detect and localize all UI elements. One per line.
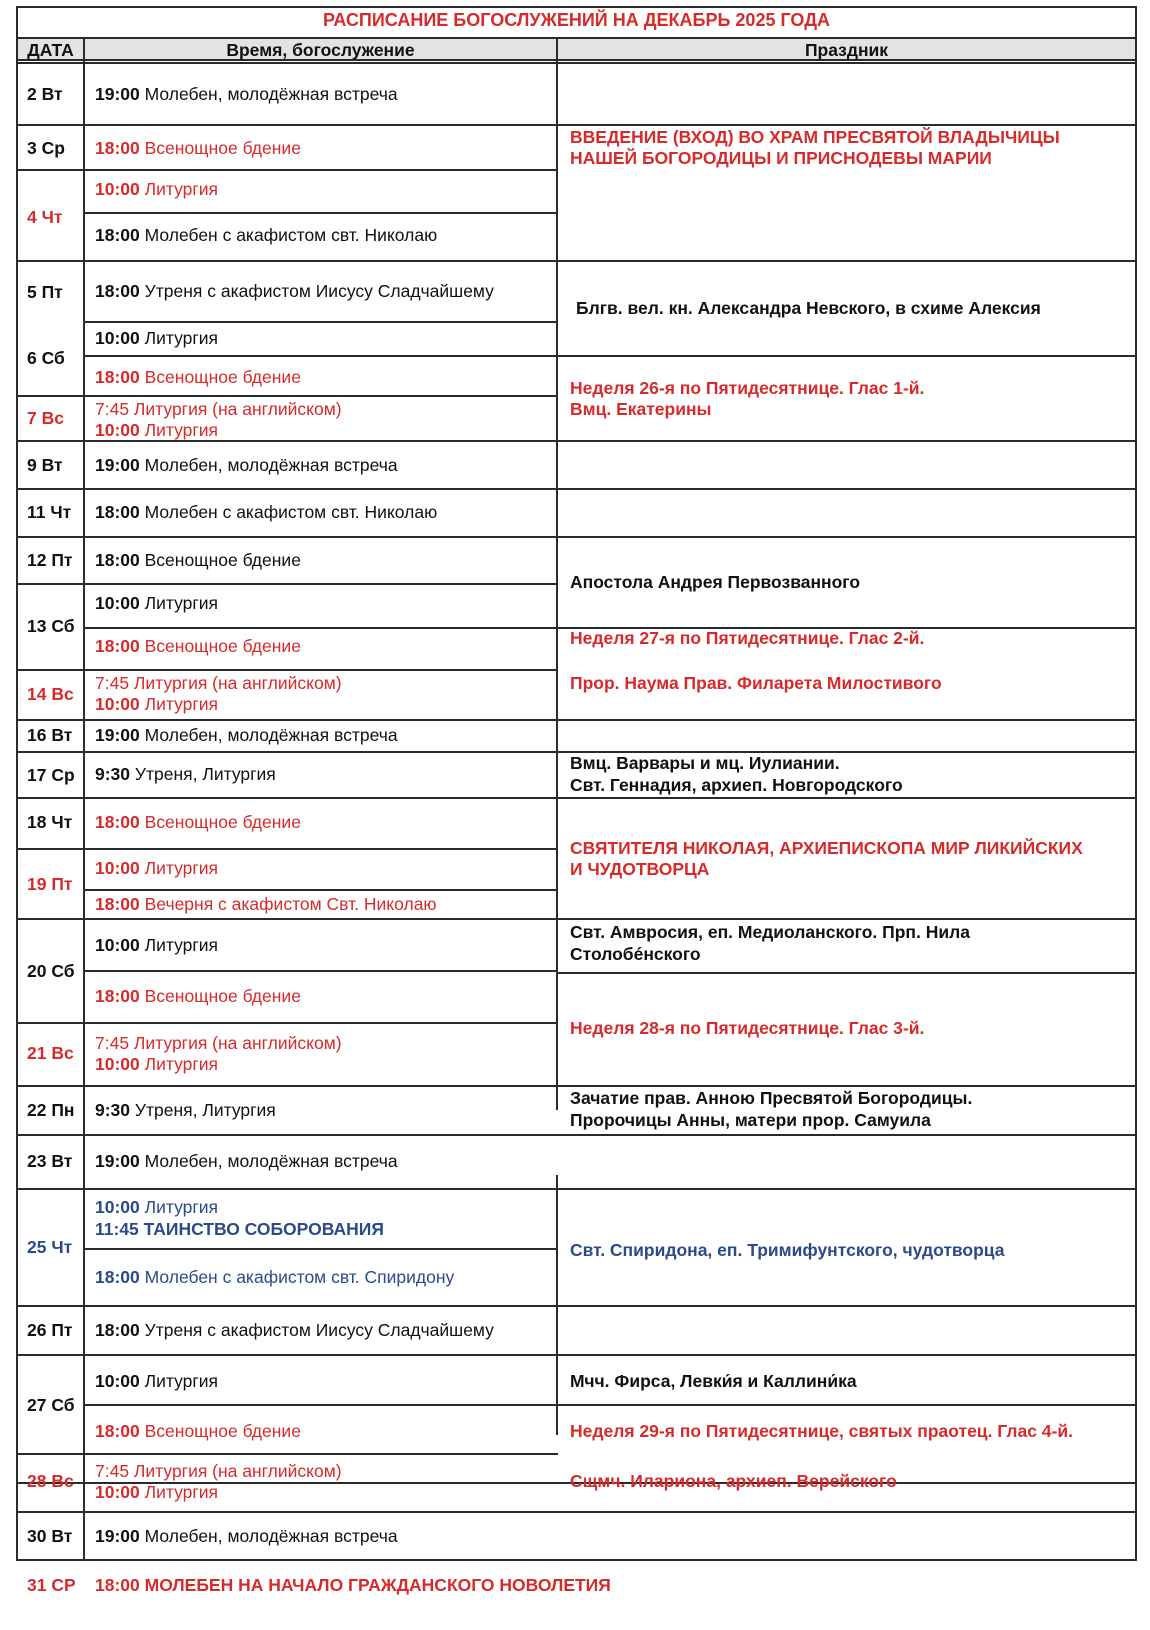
feast-d7-line1: Неделя 26-я по Пятидесятнице. Глас 1-й. bbox=[570, 378, 925, 398]
date-17: 17 Ср bbox=[27, 765, 75, 785]
feast-d19-line1: СВЯТИТЕЛЯ НИКОЛАЯ, АРХИЕПИСКОПА МИР ЛИКИЙСКИХ bbox=[570, 838, 1083, 858]
service-d25-1: 10:00 Литургия bbox=[95, 1197, 219, 1217]
date-14: 14 Вс bbox=[27, 684, 74, 704]
date-4: 4 Чт bbox=[27, 207, 63, 227]
date-18: 18 Чт bbox=[27, 812, 73, 832]
date-19: 19 Пт bbox=[27, 874, 73, 894]
service-d28-2: 10:00 Литургия bbox=[95, 1482, 219, 1502]
column-header-time: Время, богослужение bbox=[226, 40, 415, 60]
service-d16: 19:00 Молебен, молодёжная встреча bbox=[95, 725, 398, 745]
feast-d17-line1: Вмц. Варвары и мц. Иулиании. bbox=[570, 753, 840, 773]
feast-d14-line2: Прор. Наума Прав. Филарета Милостивого bbox=[570, 673, 942, 693]
date-20: 20 Сб bbox=[27, 961, 75, 981]
service-d9: 19:00 Молебен, молодёжная встреча bbox=[95, 455, 398, 475]
service-d19-2: 18:00 Вечерня с акафистом Свт. Николаю bbox=[95, 894, 437, 914]
feast-d7-line2: Вмц. Екатерины bbox=[570, 399, 712, 419]
service-d6-1: 10:00 Литургия bbox=[95, 328, 219, 348]
date-28: 28 Вс bbox=[27, 1471, 74, 1491]
feast-d20-line2: Столобéнского bbox=[570, 944, 701, 964]
date-13: 13 Сб bbox=[27, 616, 75, 636]
feast-d3-line1: ВВЕДЕНИЕ (ВХОД) ВО ХРАМ ПРЕСВЯТОЙ ВЛАДЫЧИЦЫ bbox=[570, 127, 1060, 147]
service-d6-2: 18:00 Всенощное бдение bbox=[95, 367, 301, 387]
service-d25-2: 11:45 ТАИНСТВО СОБОРОВАНИЯ bbox=[95, 1219, 384, 1239]
date-30: 30 Вт bbox=[27, 1526, 73, 1546]
service-d5: 18:00 Утреня с акафистом Иисусу Сладчайшему bbox=[95, 281, 494, 301]
feast-d27: Мчч. Фирса, Левки́я и Каллини́ка bbox=[570, 1371, 857, 1391]
date-23: 23 Вт bbox=[27, 1151, 73, 1171]
feast-d25: Свт. Спиридона, еп. Тримифунтского, чудотворца bbox=[570, 1240, 1005, 1260]
feast-d19-line2: И ЧУДОТВОРЦА bbox=[570, 859, 710, 879]
service-d30: 19:00 Молебен, молодёжная встреча bbox=[95, 1526, 398, 1546]
date-6: 6 Сб bbox=[27, 348, 65, 368]
date-5: 5 Пт bbox=[27, 282, 63, 302]
column-header-feast: Праздник bbox=[804, 40, 889, 60]
feast-d28-line2: Сщмч. Илариона, архиеп. Верейского bbox=[570, 1471, 897, 1491]
service-d21-1: 7:45 Литургия (на английском) bbox=[95, 1033, 342, 1053]
service-d28-1: 7:45 Литургия (на английском) bbox=[95, 1461, 342, 1481]
column-header-date: ДАТА bbox=[27, 40, 74, 60]
date-2: 2 Вт bbox=[27, 84, 63, 104]
service-d3: 18:00 Всенощное бдение bbox=[95, 138, 301, 158]
feast-d17-line2: Свт. Геннадия, архиеп. Новгородского bbox=[570, 775, 903, 795]
feast-d14-line1: Неделя 27-я по Пятидесятнице. Глас 2-й. bbox=[570, 628, 925, 648]
feast-d22-line1: Зачатие прав. Анною Пресвятой Богородицы. bbox=[570, 1088, 973, 1108]
service-d13-2: 18:00 Всенощное бдение bbox=[95, 636, 301, 656]
service-d7-2: 10:00 Литургия bbox=[95, 420, 219, 440]
service-d27-1: 10:00 Литургия bbox=[95, 1371, 219, 1391]
page-title: РАСПИСАНИЕ БОГОСЛУЖЕНИЙ НА ДЕКАБРЬ 2025 ГОДА bbox=[322, 10, 831, 30]
feast-d13: Апостола Андрея Первозванного bbox=[570, 572, 861, 592]
service-d14-1: 7:45 Литургия (на английском) bbox=[95, 673, 342, 693]
service-d14-2: 10:00 Литургия bbox=[95, 694, 219, 714]
feast-d22-line2: Пророчицы Анны, матери прор. Самуила bbox=[570, 1110, 931, 1130]
service-d21-2: 10:00 Литургия bbox=[95, 1054, 219, 1074]
service-d4-1: 10:00 Литургия bbox=[95, 179, 219, 199]
service-d11: 18:00 Молебен с акафистом свт. Николаю bbox=[95, 502, 438, 522]
feast-d20-line1: Свт. Амвросия, еп. Медиоланского. Прп. Нила bbox=[570, 922, 970, 942]
date-27: 27 Сб bbox=[27, 1395, 75, 1415]
feast-d28-line1: Неделя 29-я по Пятидесятнице, святых праотец. Глас 4-й. bbox=[570, 1421, 1073, 1441]
service-d22: 9:30 Утреня, Литургия bbox=[95, 1100, 276, 1120]
service-d17: 9:30 Утреня, Литургия bbox=[95, 764, 276, 784]
service-d20-1: 10:00 Литургия bbox=[95, 935, 219, 955]
date-22: 22 Пн bbox=[27, 1100, 75, 1120]
date-26: 26 Пт bbox=[27, 1320, 73, 1340]
service-d26: 18:00 Утреня с акафистом Иисусу Сладчайшему bbox=[95, 1320, 494, 1340]
date-9: 9 Вт bbox=[27, 455, 63, 475]
service-d27-2: 18:00 Всенощное бдение bbox=[95, 1421, 301, 1441]
service-d4-2: 18:00 Молебен с акафистом свт. Николаю bbox=[95, 225, 438, 245]
date-21: 21 Вс bbox=[27, 1043, 74, 1063]
feast-d3-line2: НАШЕЙ БОГОРОДИЦЫ И ПРИСНОДЕВЫ МАРИИ bbox=[570, 148, 992, 168]
date-16: 16 Вт bbox=[27, 725, 73, 745]
date-7: 7 Вс bbox=[27, 408, 64, 428]
date-25: 25 Чт bbox=[27, 1237, 73, 1257]
date-12: 12 Пт bbox=[27, 550, 73, 570]
service-d18: 18:00 Всенощное бдение bbox=[95, 812, 301, 832]
date-11: 11 Чт bbox=[27, 502, 72, 522]
service-d19-1: 10:00 Литургия bbox=[95, 858, 219, 878]
feast-d21: Неделя 28-я по Пятидесятнице. Глас 3-й. bbox=[570, 1018, 925, 1038]
service-d13-1: 10:00 Литургия bbox=[95, 593, 219, 613]
service-d31: 18:00 МОЛЕБЕН НА НАЧАЛО ГРАЖДАНСКОГО НОВОЛЕТИЯ bbox=[95, 1575, 611, 1595]
service-d23: 19:00 Молебен, молодёжная встреча bbox=[95, 1151, 398, 1171]
service-d25-3: 18:00 Молебен с акафистом свт. Спиридону bbox=[95, 1267, 455, 1287]
feast-d6: Блгв. вел. кн. Александра Невского, в схиме Алексия bbox=[576, 298, 1041, 318]
service-d20-2: 18:00 Всенощное бдение bbox=[95, 986, 301, 1006]
date-3: 3 Ср bbox=[27, 138, 65, 158]
date-31: 31 СР bbox=[27, 1575, 76, 1595]
service-d2: 19:00 Молебен, молодёжная встреча bbox=[95, 84, 398, 104]
service-d12: 18:00 Всенощное бдение bbox=[95, 550, 301, 570]
service-d7-1: 7:45 Литургия (на английском) bbox=[95, 399, 342, 419]
